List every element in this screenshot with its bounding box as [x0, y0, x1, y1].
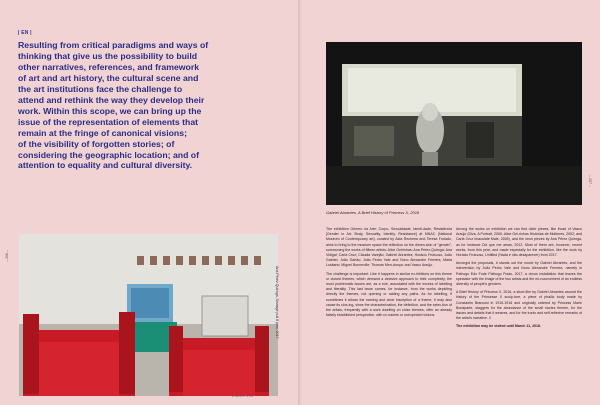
photo-caption-right: Gabriel Abrantes, A Brief History of Princess X, 2016	[326, 210, 420, 215]
film-still-right	[326, 42, 582, 205]
page-folio: UNBOX 195	[232, 394, 254, 398]
paragraph: Among the works on exhibition we can find older pieces, like those of Vasco Araújo (Diva, A Portrait, 2000; Alice Gei-rinhas Histórias de Mulheres, 2002; and Carla Cruz Imaculate Male, 2005), and the neon pieces by Ana Pérez Quiroga, as for instance Diz que me amas, 2012. Most of them are, however, recent works, from this year, and made especially for the exhibition, like the work by Horácio Frutuoso, Untitled (Nada é não desaparecer) from 2017.	[456, 227, 582, 258]
intro-text: Resulting from critical paradigms and ways of thinking that give us the possibility to build other narratives, references, and framework of art and art history, the cultural scene and the art institutions face the challenge to attend and rethink the way they develop their work. Within this scope, we can bring up the issue of the representation of elements that remain at the fringe of canonical visions; of the visibility of forgotten stories; of considering the geographic location; and of attention to equality and cultural diversity.	[18, 40, 209, 171]
text-column-2	[456, 227, 582, 333]
side-page-label-right: – 207 –	[588, 175, 592, 187]
text-column-1	[326, 227, 452, 321]
end-mark: //	[488, 316, 491, 321]
side-page-label-left: – 206 –	[5, 250, 9, 262]
paragraph	[456, 290, 582, 321]
language-tag: | EN |	[18, 30, 32, 36]
paragraph: The exhibition Género na Arte: Corpo, Sexualidade, Identi-dade, Resistência [Gender in Art: Body, Sexuality, Identity, Resistance] at MNAC (National Museum of Contemporary art), curated by Aida Rechena and Teresa Furtado, aims to bring to the museum space the reflection on the dimen-sion of "gender", summoning the works of fifteen artists: Alice Geirinhas; Ana Pérez-Quiroga; Ana Vidigal; Carla Cruz; Cláudia Varejão; Gabriel Abrantes; Horácio Frutuoso; João Gabriel; João Galrão; João Pedro Vale and Nuno Alexandre Ferreira; Maria Lusitano; Miguel Bonneville; Thomas Men-donça; and Vasco Araújo.	[326, 227, 452, 268]
photo-caption-left: Ana Pérez Quiroga, Sewage pull 8 pew, 2017	[275, 266, 279, 339]
exhibition-photo-left	[19, 234, 278, 396]
paragraph: Amongst the proposals, it stands out the movie by Gabriel Abrantes, and the intervention by João Pedro Vale and Nuno Alexandre Ferreira, namely in Pathogo Edo Fude Pathogo Polas, 2017, a circus installation that leaves the spectator with the image of the two artists and the en-nouncement of an endless diversity of people's genders.	[456, 261, 582, 287]
paragraph-text: A Brief History of Princess X, 2016, a short-film by Gabriel Abrantes around the history of the Princesse X sculp-ture, a piece of phallic body made by Constantin Brancusi in 1915-1916 and originally ordered by Princess Marie Bonaparte, staggers for the abundance of the small stories therein, for the issues and details that it weaves, and for the ironic and self-reflexive remarks of the artist's narrative.	[456, 290, 582, 321]
closing-note: The exhibition may be visited until March 11, 2018.	[456, 324, 541, 329]
paragraph: The challenge is important. Like it happens in similar ex-hibitions on this theme or closed themes, which demand a decisive approach to their complexity, the most problematic issues are, as a rule, associated with the excess of labelling and literality. This last issue comes, for instance, from the works depicting directly the themes, not opening or adding any paths. As for labelling, if sometimes it allows the naming and clear inscription of a theme, it may also cause its clos-ing, since the characterization, the definition, and the selec-tion of the artists, frequently with a work dwelling on close themes, offer an already falsely established perspective, with no names or unexpected visions.	[326, 271, 452, 318]
page-gutter	[298, 0, 302, 405]
